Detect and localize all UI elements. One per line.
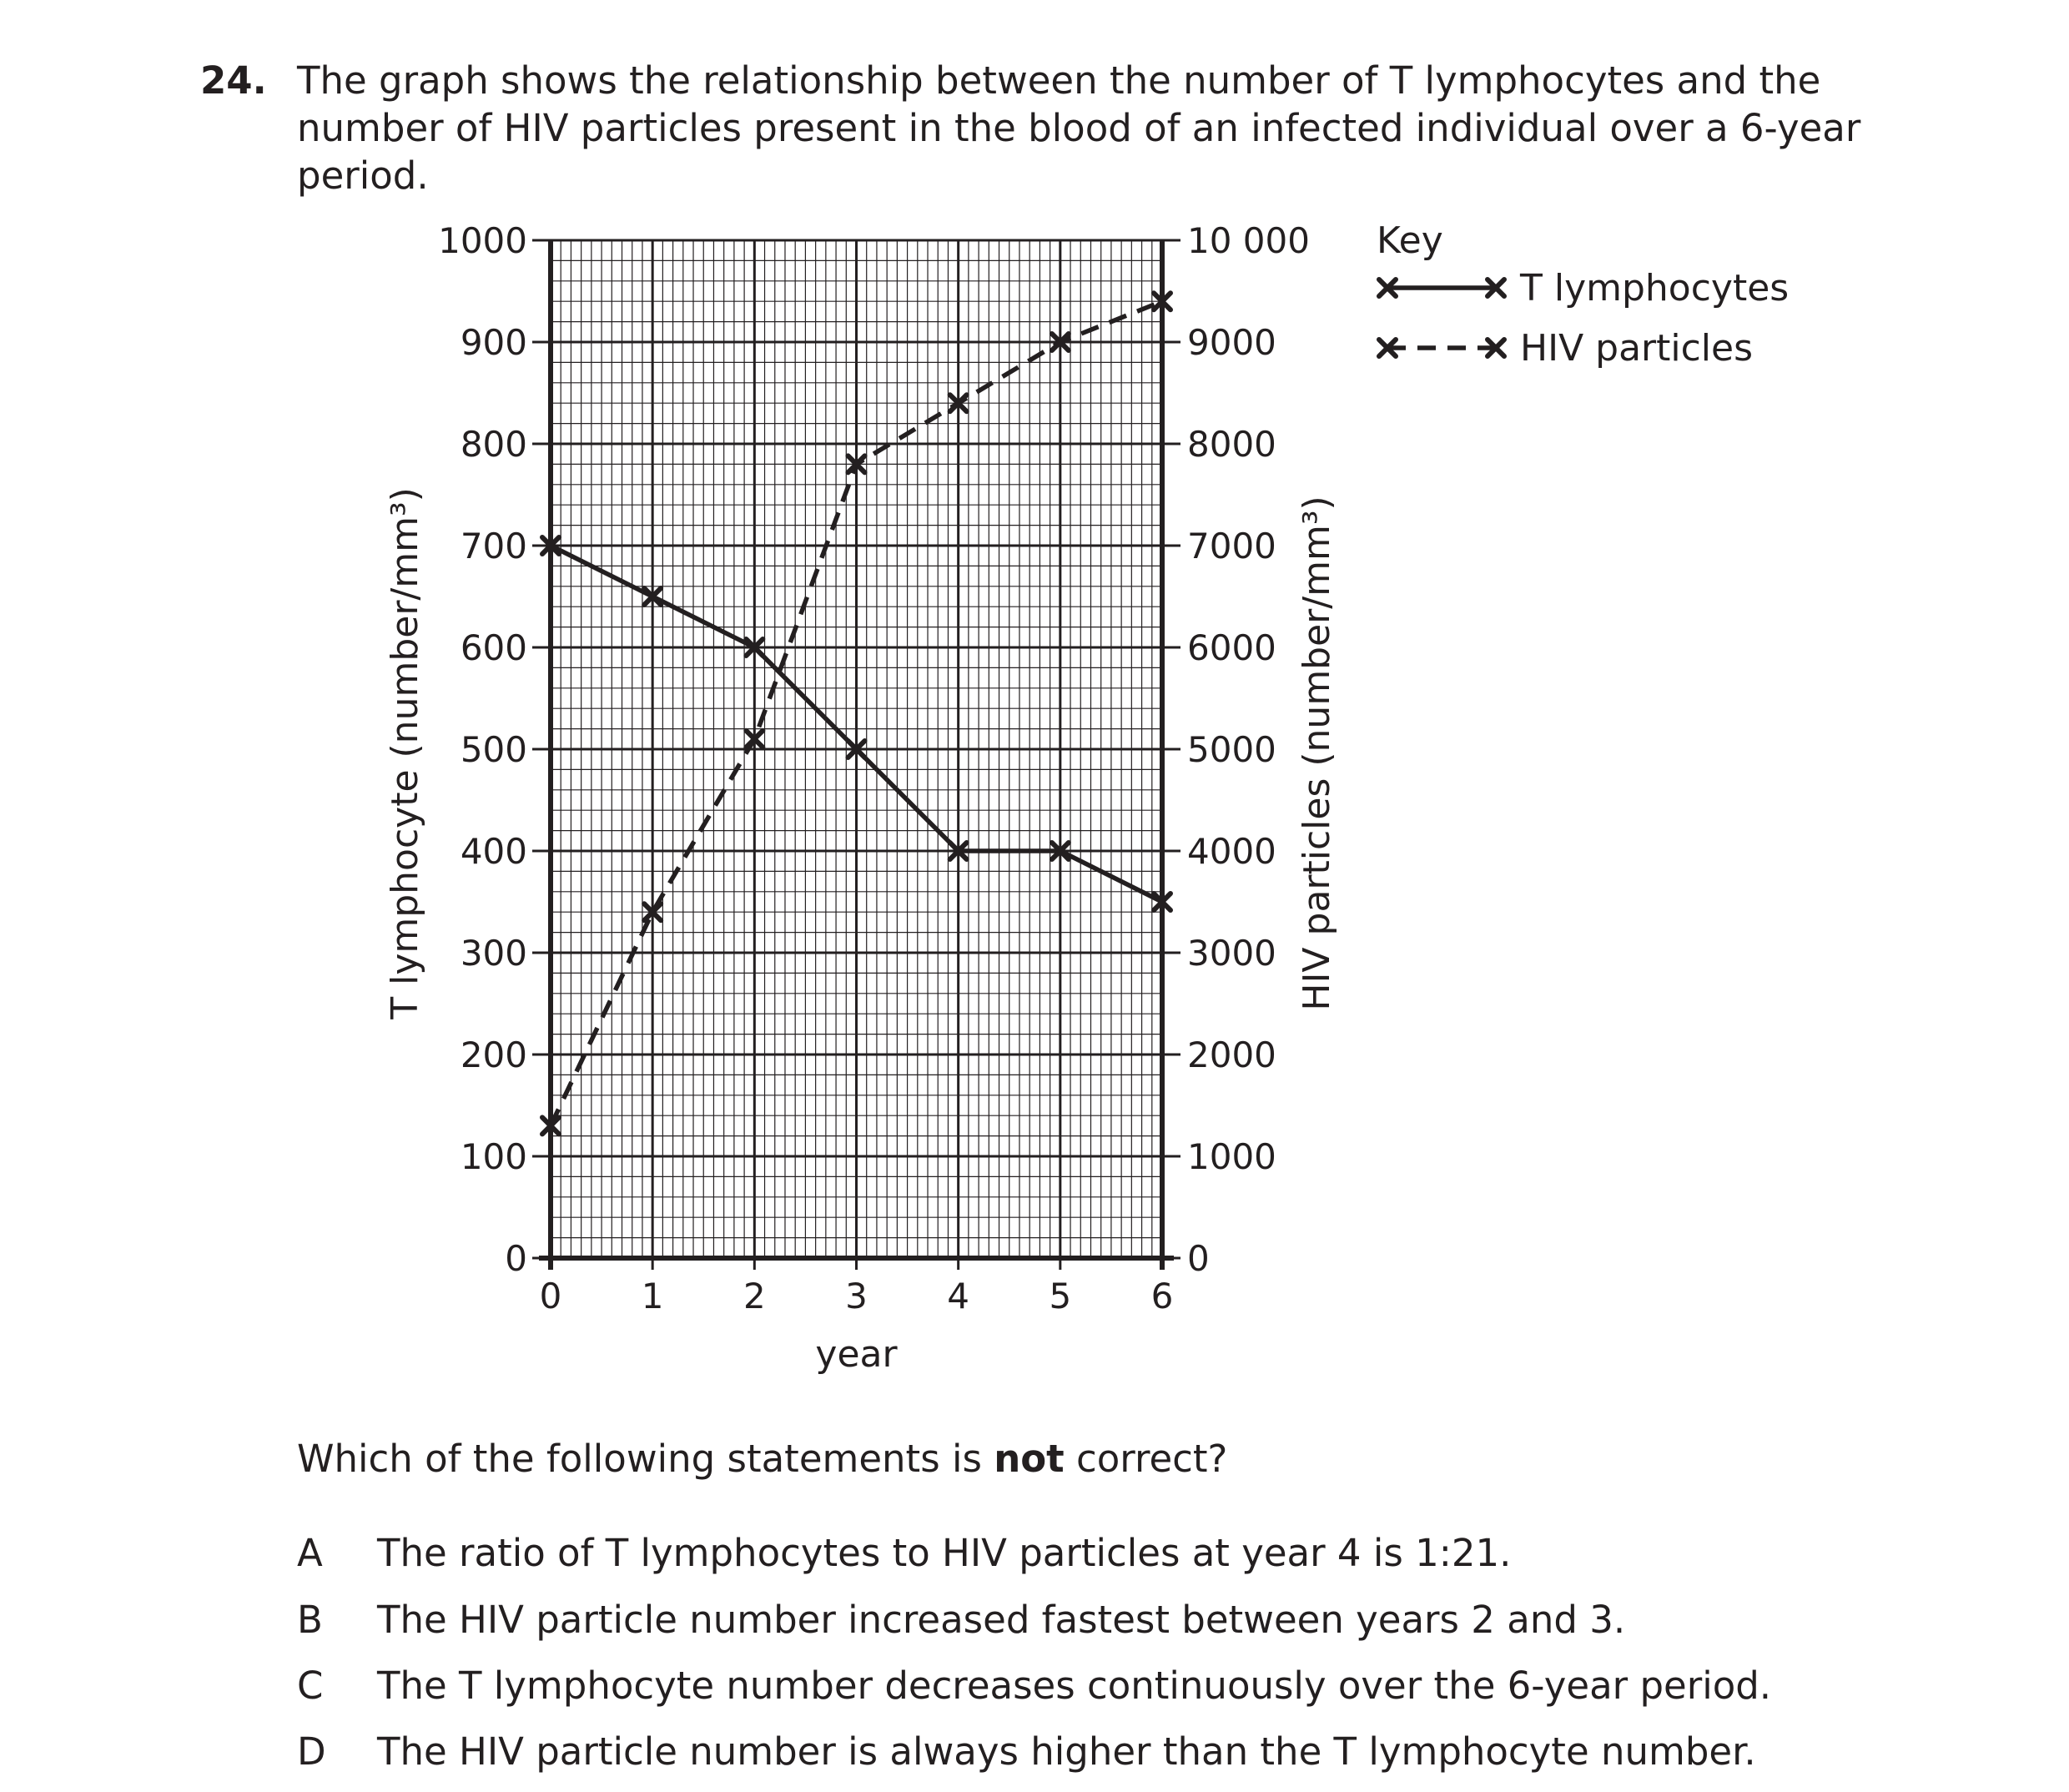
chart-legend [1377, 219, 1789, 370]
right-y-tick-label: 1000 [1187, 1136, 1276, 1177]
x-tick-label: 6 [1150, 1276, 1174, 1316]
left-y-tick-label: 1000 [438, 220, 527, 261]
option-letter: C [297, 1664, 324, 1708]
option-b[interactable] [297, 1598, 1625, 1642]
option-letter: B [297, 1598, 323, 1642]
option-text: The T lymphocyte number decreases continuously over the 6-year period. [377, 1664, 1772, 1708]
legend-label-hiv-particles: HIV particles [1520, 327, 1754, 370]
left-y-tick-label: 800 [460, 424, 527, 465]
right-y-tick-label: 5000 [1187, 729, 1276, 770]
left-y-tick-label: 700 [460, 526, 527, 566]
x-axis-title: year [815, 1333, 898, 1376]
option-letter: A [297, 1531, 323, 1575]
x-tick-label: 4 [947, 1276, 970, 1316]
option-letter: D [297, 1729, 326, 1774]
question-stem: The graph shows the relationship between the number of T lymphocytes and the number of HIV particles present in the blood of an infected individual over a 6-year period. [297, 58, 1861, 198]
option-a[interactable] [297, 1531, 1511, 1575]
option-text: The HIV particle number increased fastest between years 2 and 3. [377, 1598, 1626, 1642]
left-y-tick-label: 0 [505, 1238, 527, 1279]
left-y-tick-label: 600 [460, 627, 527, 668]
option-d[interactable] [297, 1729, 1756, 1774]
question-prompt: Which of the following statements is not correct? [297, 1437, 1228, 1481]
option-c[interactable] [297, 1664, 1771, 1708]
x-tick-label: 2 [743, 1276, 766, 1316]
right-y-tick-label: 6000 [1187, 627, 1276, 668]
right-y-tick-label: 10 000 [1187, 220, 1310, 261]
right-y-axis-title: HIV particles (number/mm³) [1296, 496, 1338, 1011]
right-y-tick-label: 7000 [1187, 526, 1276, 566]
option-text: The ratio of T lymphocytes to HIV particles at year 4 is 1:21. [377, 1531, 1512, 1575]
left-y-axis-title: T lymphocyte (number/mm³) [384, 487, 426, 1019]
emphasis-not: not [994, 1437, 1065, 1481]
left-y-tick-label: 100 [460, 1136, 527, 1177]
chart-axes [384, 220, 1338, 1376]
legend-title: Key [1377, 219, 1443, 262]
right-y-tick-label: 0 [1187, 1238, 1210, 1279]
right-y-tick-label: 4000 [1187, 831, 1276, 872]
left-y-tick-label: 500 [460, 729, 527, 770]
option-text: The HIV particle number is always higher than the T lymphocyte number. [377, 1729, 1756, 1774]
left-y-tick-label: 300 [460, 933, 527, 974]
x-tick-label: 0 [539, 1276, 562, 1316]
right-y-tick-label: 9000 [1187, 322, 1276, 363]
left-y-tick-label: 900 [460, 322, 527, 363]
question-number: 24. [200, 58, 267, 103]
right-y-tick-label: 3000 [1187, 933, 1276, 974]
x-tick-label: 3 [845, 1276, 868, 1316]
right-y-tick-label: 8000 [1187, 424, 1276, 465]
x-tick-label: 5 [1049, 1276, 1072, 1316]
left-y-tick-label: 200 [460, 1034, 527, 1075]
legend-label-t-lymphocytes: T lymphocytes [1520, 267, 1790, 310]
x-tick-label: 1 [641, 1276, 664, 1316]
left-y-tick-label: 400 [460, 831, 527, 872]
right-y-tick-label: 2000 [1187, 1034, 1276, 1075]
